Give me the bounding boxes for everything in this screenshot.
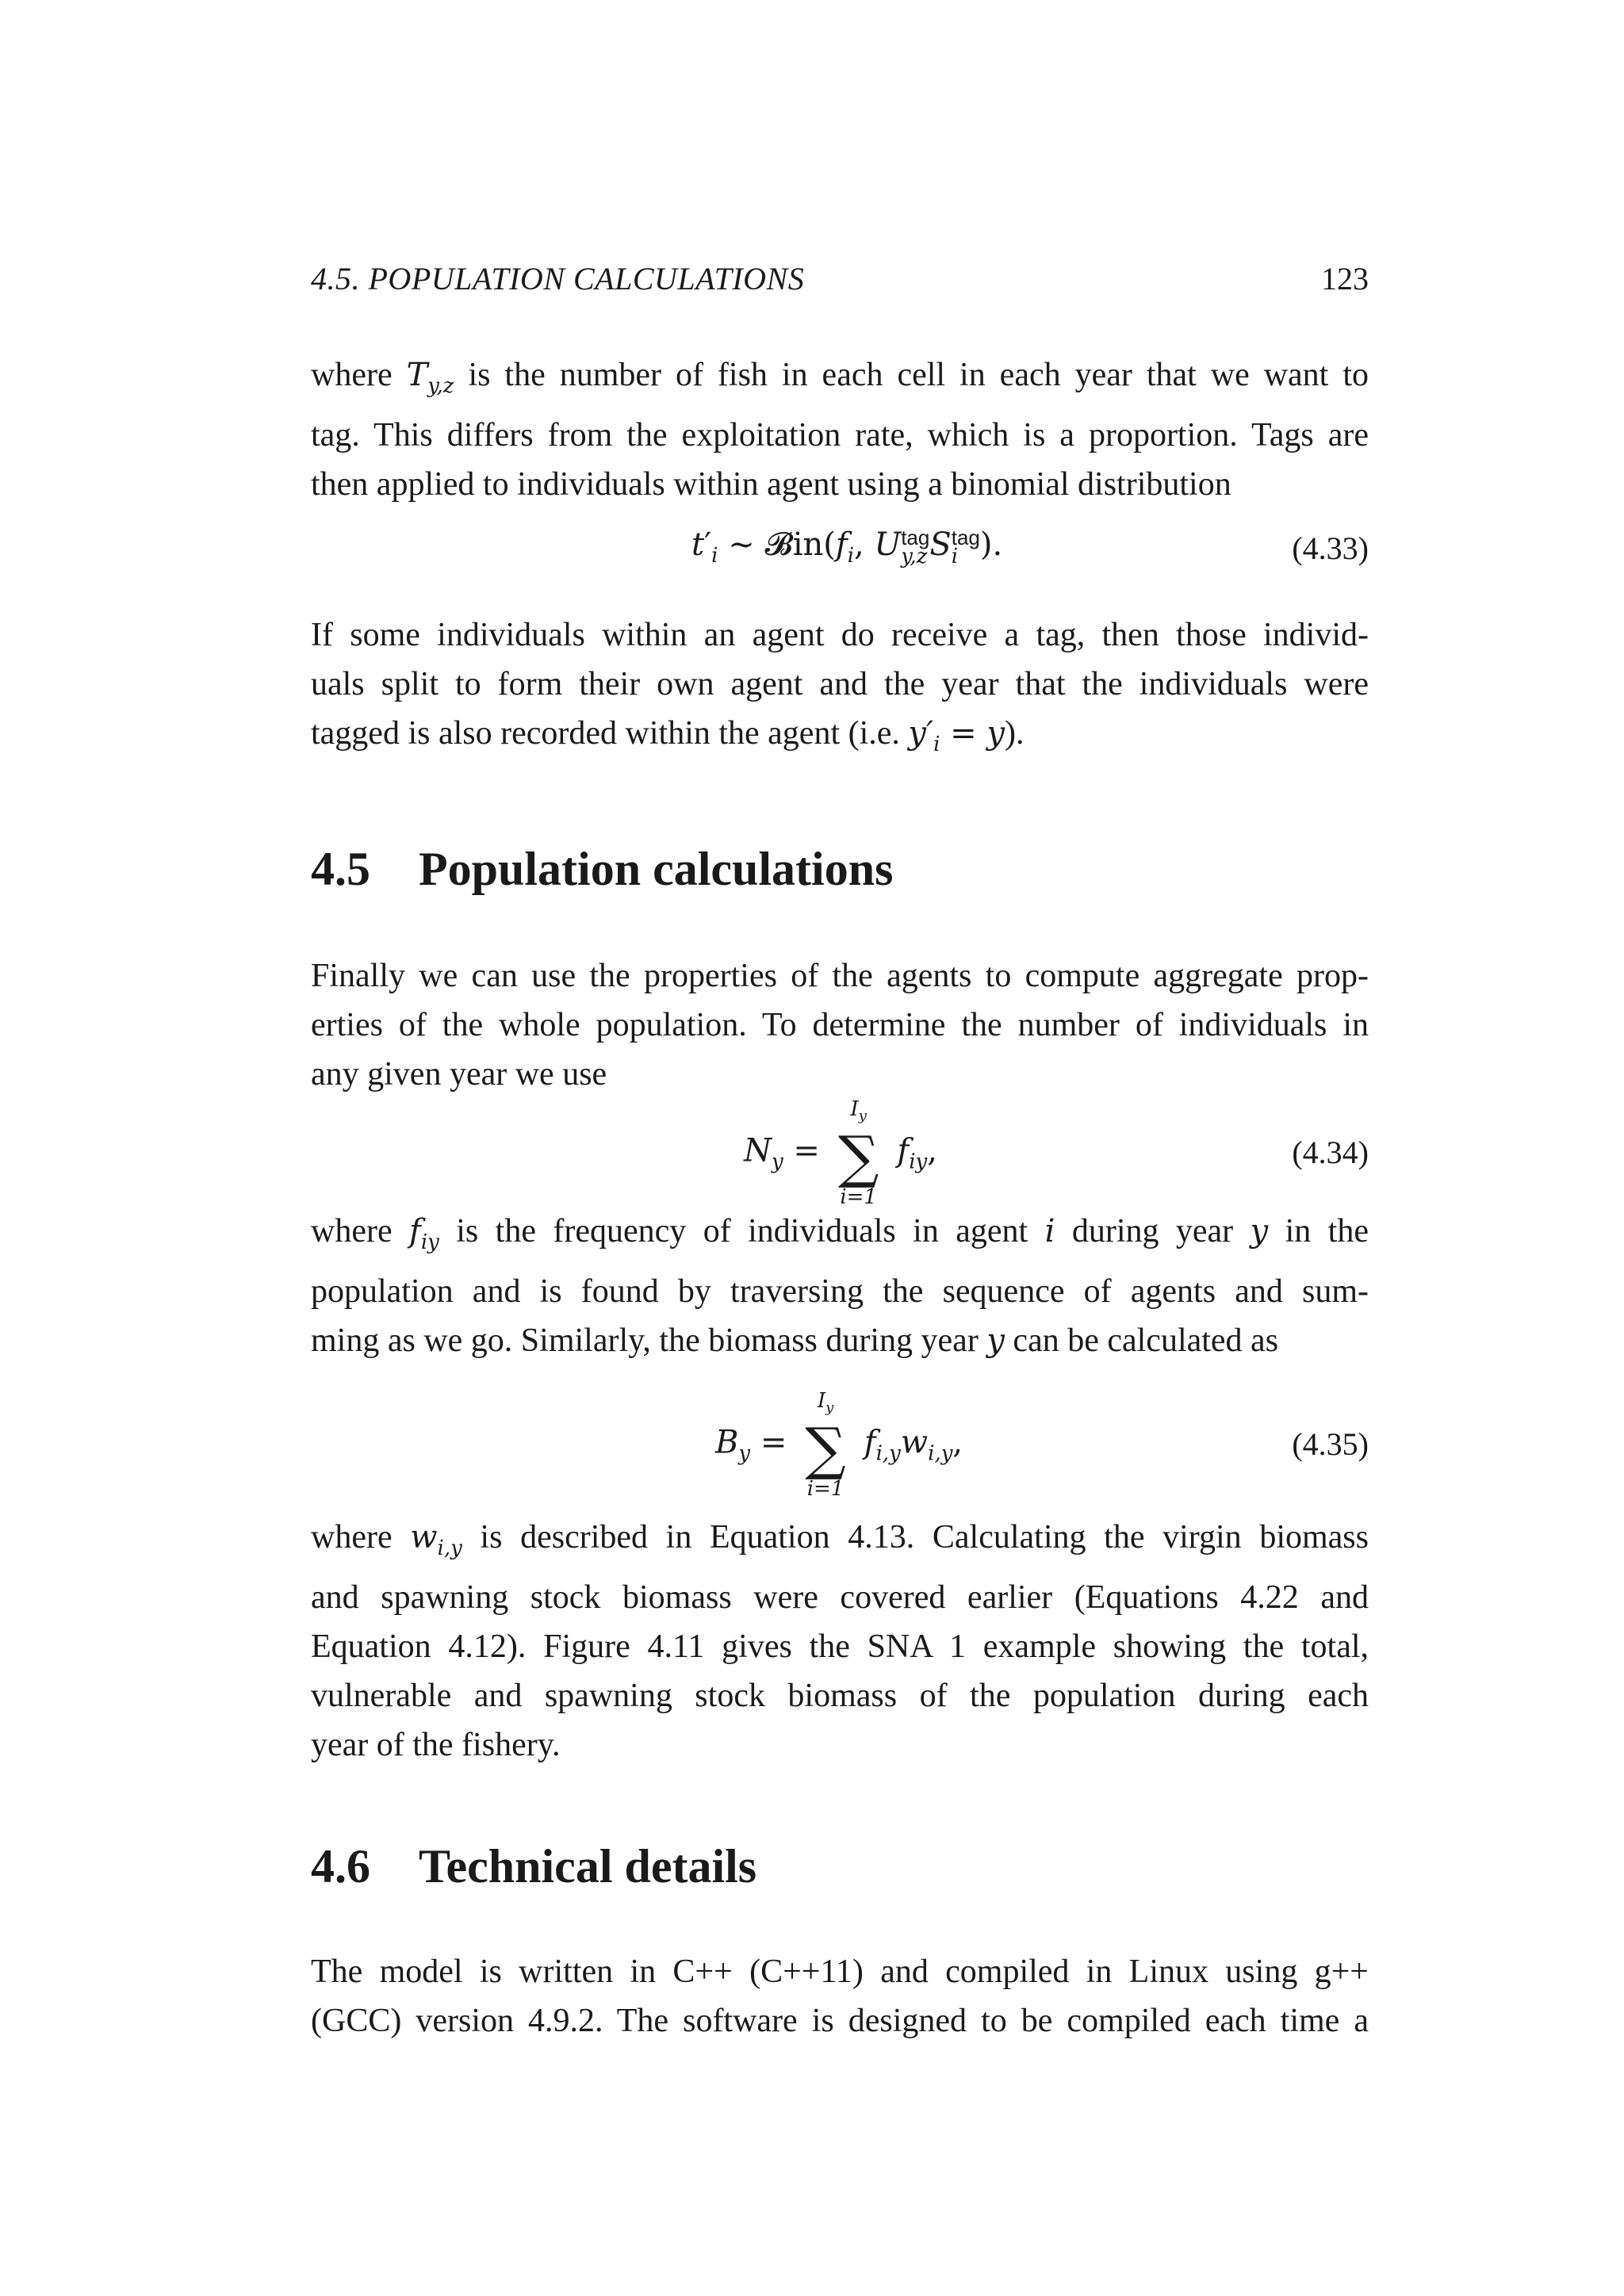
section-heading-4-6 — [311, 1838, 756, 1895]
math-w-iy: $w_{i,y}$ — [410, 1519, 462, 1560]
paragraph-tagging-rate — [311, 350, 1369, 509]
text-line: uals split to form their own agent and the year that the individuals were — [311, 666, 1369, 702]
text-line: Equation 4.12). Figure 4.11 gives the SNA 1 example showing the total, — [311, 1628, 1369, 1665]
equation-body: $t'_i$ ∼ $𝓑in(f_i$, U tag y,z S tag i ). — [691, 526, 1003, 568]
text-line: If some individuals within an agent do receive a tag, then those individ- — [311, 617, 1369, 653]
paragraph-tag-split — [311, 610, 1369, 769]
equation-number: (4.35) — [1292, 1426, 1369, 1462]
page-number: 123 — [1321, 261, 1369, 297]
paragraph-aggregate-properties — [311, 951, 1369, 1099]
text-line: tag. This differs from the exploitation rate, which is a proportion. Tags are — [311, 417, 1369, 453]
text-line: year of the fishery. — [311, 1727, 561, 1763]
equation-4-35 — [311, 1389, 1369, 1500]
text-line: (GCC) version 4.9.2. The software is designed to be compiled each time a — [311, 2003, 1369, 2039]
paragraph-biomass — [311, 1513, 1369, 1770]
text-line: Finally we can use the properties of the agents to compute aggregate prop- — [311, 958, 1369, 994]
text-line: and spawning stock biomass were covered earlier (Equations 4.22 and — [311, 1579, 1369, 1616]
text-line: vulnerable and spawning stock biomass of the population during each — [311, 1678, 1369, 1714]
math-f-iy: $f_{iy}$ — [409, 1213, 439, 1254]
equation-body: $B_y$ = $I_y$ ∑ i=1 $f_{i,y}w_{i,y}$, — [715, 1389, 963, 1502]
section-title: Technical details — [419, 1840, 757, 1892]
text-line: where $f_{iy}$ is the frequency of individuals in agent i during year y in the — [311, 1213, 1369, 1254]
paragraph-frequency — [311, 1207, 1369, 1365]
text-line: where $w_{i,y}$ is described in Equation 4.13. Calculating the virgin biomass — [311, 1519, 1369, 1560]
running-header — [311, 260, 1369, 298]
equation-number: (4.33) — [1292, 530, 1369, 566]
text-line: then applied to individuals within agent using a binomial distribution — [311, 466, 1231, 503]
text-line: any given year we use — [311, 1056, 607, 1093]
section-number: 4.6 — [311, 1840, 370, 1892]
paragraph-technical — [311, 1947, 1369, 2045]
section-title: Population calculations — [419, 843, 894, 895]
text-line: erties of the whole population. To determine the number of individuals in — [311, 1007, 1369, 1043]
text-line: ming as we go. Similarly, the biomass during year y can be calculated as — [311, 1322, 1279, 1359]
summation-symbol: $I_y$ ∑ i=1 — [805, 1389, 846, 1502]
text-line: population and is found by traversing the sequence of agents and sum- — [311, 1273, 1369, 1310]
running-header-title: 4.5. POPULATION CALCULATIONS — [311, 261, 805, 297]
summation-symbol: $I_y$ ∑ i=1 — [837, 1097, 879, 1210]
equation-4-33 — [311, 526, 1369, 622]
equation-body: $N_y$ = $I_y$ ∑ i=1 $f_{iy}$, — [744, 1097, 937, 1210]
equation-number: (4.34) — [1292, 1135, 1369, 1170]
text-line: where $T_{y,z}$ is the number of fish in each cell in each year that we want to — [311, 357, 1369, 398]
math-T-yz: $T_{y,z}$ — [406, 357, 454, 398]
equation-4-34 — [311, 1097, 1369, 1208]
text-line: tagged is also recorded within the agent (i.e. $y'_i = y$). — [311, 715, 1025, 756]
math-yi-equals-y: $y'_i = y$ — [908, 715, 1005, 756]
section-heading-4-5 — [311, 840, 893, 897]
text-line: The model is written in C++ (C++11) and compiled in Linux using g++ — [311, 1954, 1369, 1990]
section-number: 4.5 — [311, 843, 370, 895]
